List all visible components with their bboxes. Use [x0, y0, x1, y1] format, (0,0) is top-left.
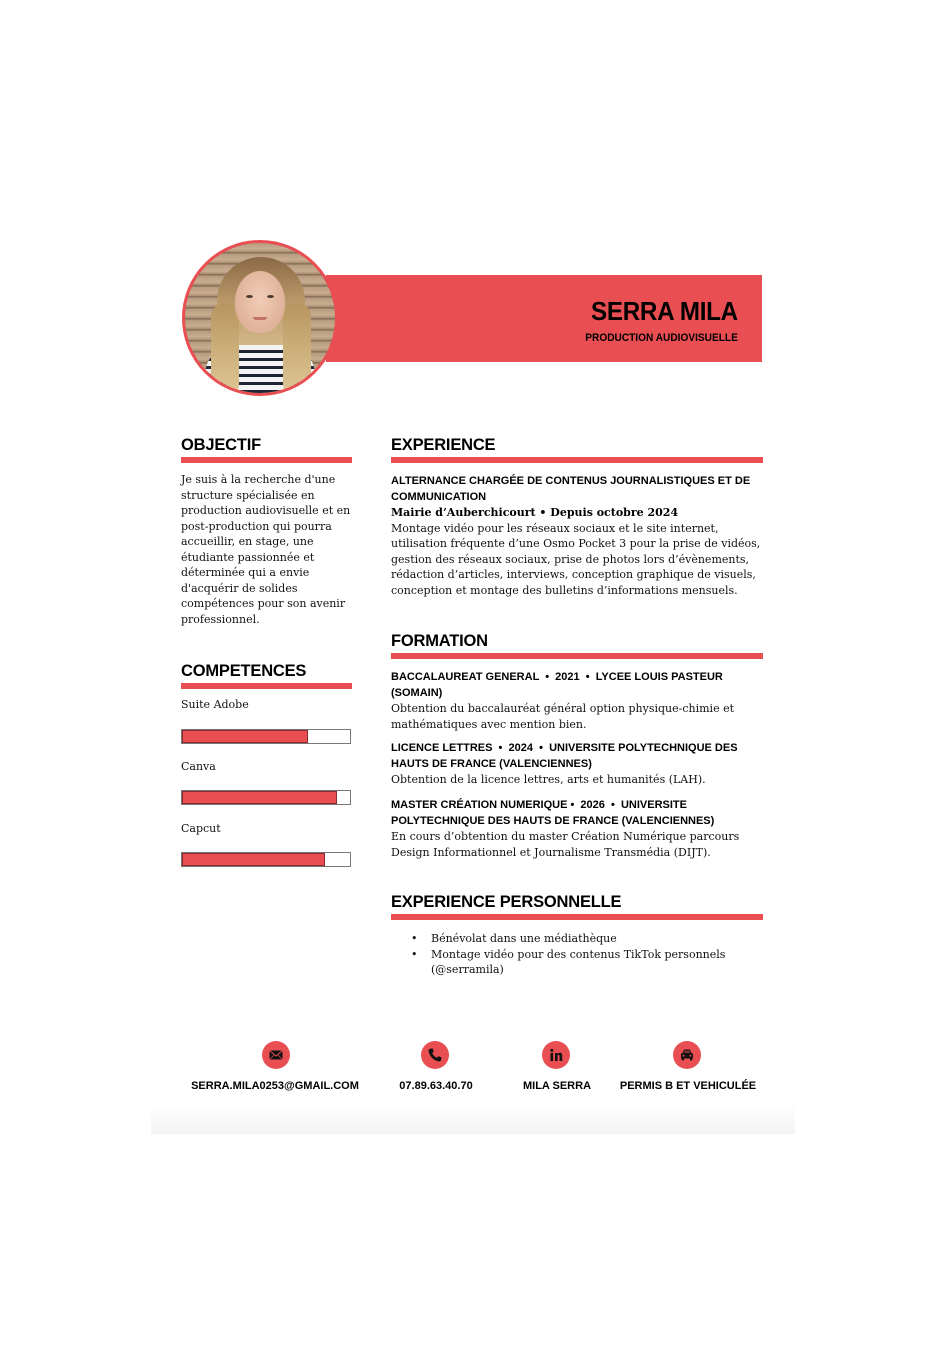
skill-bar-fill	[182, 853, 325, 866]
skill-bar	[181, 729, 351, 744]
skill-bar-fill	[182, 730, 308, 743]
envelope-icon	[268, 1047, 284, 1063]
skill-label: Suite Adobe	[181, 698, 249, 711]
photo-hair-left	[211, 303, 239, 396]
phone-label[interactable]: 07.89.63.40.70	[399, 1080, 473, 1092]
list-item: • Bénévolat dans une médiathèque	[391, 931, 763, 947]
photo-hair-right	[283, 303, 311, 396]
photo-eye	[267, 295, 274, 298]
car-icon	[679, 1047, 695, 1063]
formation-entry	[391, 741, 763, 788]
skill-label: Capcut	[181, 822, 221, 835]
competences-rule	[181, 683, 352, 689]
competences-title: COMPETENCES	[181, 662, 307, 680]
formation-text: En cours d’obtention du master Création Numérique parcours Design Informationnel et Journalisme Transmédia (DIJT).	[391, 830, 740, 859]
photo-face	[235, 271, 285, 333]
objectif-rule	[181, 457, 352, 463]
formation-entry	[391, 798, 763, 860]
photo-eye	[246, 295, 253, 298]
formation-heading: MASTER CRÉATION NUMERIQUE • 2026 • UNIVERSITE POLYTECHNIQUE DES HAUTS DE FRANCE (VALENCIENNES)	[391, 799, 715, 827]
experience-entry	[391, 474, 763, 598]
phone-icon	[427, 1047, 443, 1063]
email-label[interactable]: SERRA.MILA0253@GMAIL.COM	[191, 1080, 359, 1092]
list-item: • Montage vidéo pour des contenus TikTok personnels (@serramila)	[391, 947, 763, 978]
job-description: Montage vidéo pour les réseaux sociaux et le site internet, utilisation fréquente d’une Osmo Pocket 3 pour la prise de vidéos, gestion des réseaux sociaux, prise de photos lors d’évènements, rédaction d’articles, interviews, conception graphique de visuels, conception et montage des bulletins d’informations mensuels.	[391, 521, 761, 597]
experience-perso-list	[391, 931, 763, 978]
photo-mouth	[253, 317, 267, 320]
experience-perso-rule	[391, 914, 763, 920]
experience-title: EXPERIENCE	[391, 436, 496, 454]
formation-heading: BACCALAUREAT GENERAL • 2021 • LYCEE LOUIS PASTEUR (SOMAIN)	[391, 671, 726, 699]
job-title: ALTERNANCE CHARGÉE DE CONTENUS JOURNALISTIQUES ET DE COMMUNICATION	[391, 475, 751, 503]
skill-bar-fill	[182, 791, 337, 804]
candidate-role: PRODUCTION AUDIOVISUELLE	[585, 332, 738, 344]
page-bottom-shadow	[151, 1103, 795, 1134]
objectif-title: OBJECTIF	[181, 436, 261, 454]
skill-bar	[181, 852, 351, 867]
formation-heading: LICENCE LETTRES • 2024 • UNIVERSITE POLYTECHNIQUE DES HAUTS DE FRANCE (VALENCIENNES)	[391, 742, 741, 770]
skill-bar	[181, 790, 351, 805]
candidate-name: SERRA MILA	[591, 296, 738, 326]
linkedin-label[interactable]: MILA SERRA	[522, 1080, 592, 1092]
profile-photo	[182, 240, 338, 396]
email-icon-badge	[262, 1041, 290, 1069]
experience-perso-title: EXPERIENCE PERSONNELLE	[391, 893, 622, 911]
formation-entry	[391, 670, 763, 732]
skill-label: Canva	[181, 760, 216, 773]
formation-title: FORMATION	[391, 632, 488, 650]
formation-text: Obtention du baccalauréat général option physique-chimie et mathématiques avec mention bien.	[391, 702, 735, 731]
experience-rule	[391, 457, 763, 463]
formation-text: Obtention de la licence lettres, arts et humanités (LAH).	[391, 773, 706, 786]
linkedin-icon-badge	[542, 1041, 570, 1069]
formation-rule	[391, 653, 763, 659]
linkedin-icon	[548, 1047, 564, 1063]
car-icon-badge	[673, 1041, 701, 1069]
license-label: PERMIS B ET VEHICULÉE	[619, 1080, 757, 1092]
objectif-text: Je suis à la recherche d'une structure spécialisée en production audiovisuelle et en post-production qui pourra accueillir, en stage, une étudiante passionnée et déterminée qui a envie d'acquérir de solides compétences pour son avenir professionnel.	[181, 473, 351, 626]
job-org: Mairie d’Auberchicourt • Depuis octobre 2024	[391, 506, 679, 519]
phone-icon-badge	[421, 1041, 449, 1069]
